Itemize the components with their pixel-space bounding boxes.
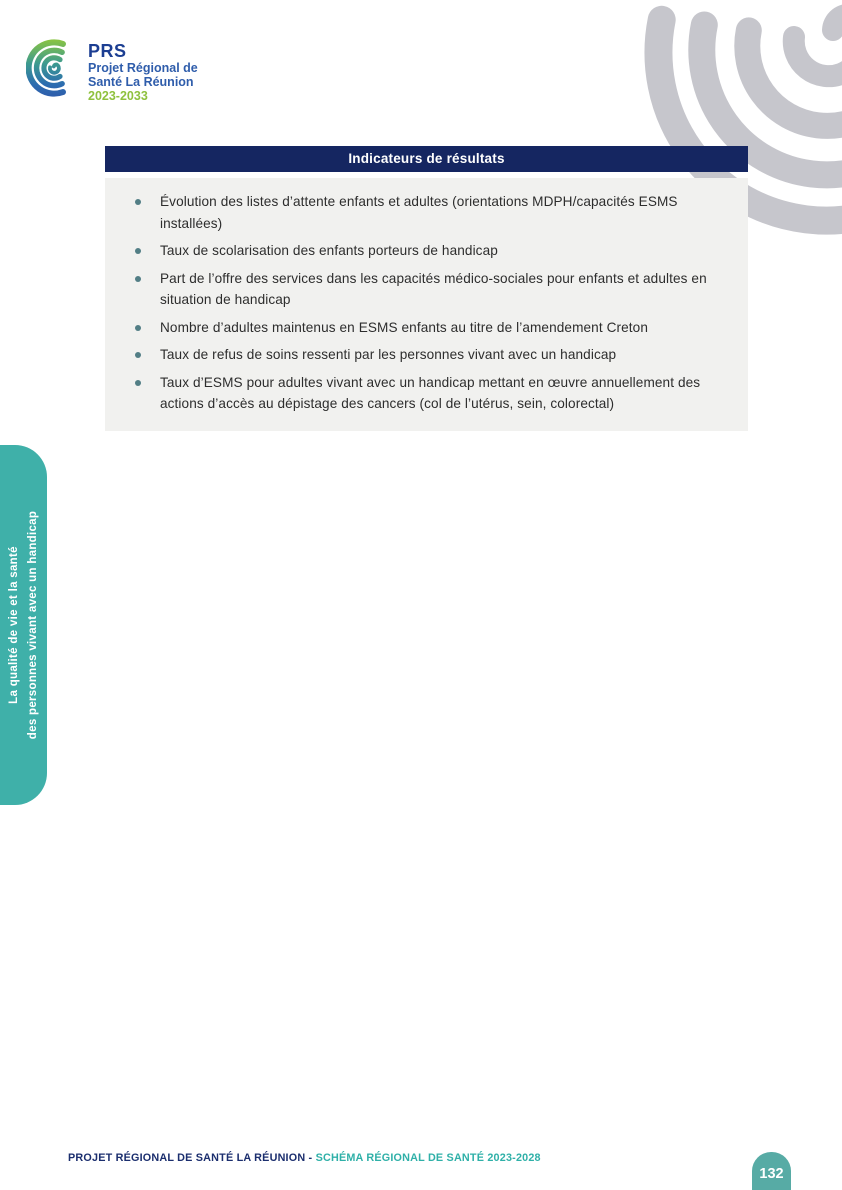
side-tab-line1: La qualité de vie et la santé xyxy=(7,546,20,704)
prs-logo-text xyxy=(88,30,198,106)
section-header-bar xyxy=(105,146,748,172)
indicators-box xyxy=(105,178,748,431)
bullet-icon xyxy=(135,248,141,254)
indicator-text: Taux d’ESMS pour adultes vivant avec un handicap mettant en œuvre annuellement des actions d’accès au dépistage des cancers (col de l’utérus, sein, colorectal) xyxy=(160,374,701,411)
bullet-icon xyxy=(135,199,141,205)
page-number: 132 xyxy=(759,1166,784,1182)
indicator-item xyxy=(127,317,728,339)
section-title: Indicateurs de résultats xyxy=(348,151,505,166)
side-tab-line2: des personnes vivant avec un handicap xyxy=(26,510,39,740)
indicators-list xyxy=(127,191,728,415)
page-footer xyxy=(68,1152,541,1164)
indicator-item xyxy=(127,372,728,415)
footer-schema-title: SCHÉMA RÉGIONAL DE SANTÉ 2023-2028 xyxy=(315,1152,541,1164)
indicator-text: Taux de refus de soins ressenti par les personnes vivant avec un handicap xyxy=(160,347,617,362)
bullet-icon xyxy=(135,276,141,282)
bullet-icon xyxy=(135,325,141,331)
bullet-icon xyxy=(135,352,141,358)
chapter-side-tab xyxy=(0,445,47,805)
prs-logo xyxy=(26,30,198,106)
indicator-text: Évolution des listes d’attente enfants et adultes (orientations MDPH/capacités ESMS installées) xyxy=(160,194,678,231)
logo-years: 2023-2033 xyxy=(88,89,148,104)
indicator-item xyxy=(127,268,728,311)
bullet-icon xyxy=(135,380,141,386)
logo-acronym: PRS xyxy=(88,41,127,61)
page-number-badge xyxy=(752,1152,791,1190)
indicator-item xyxy=(127,344,728,366)
indicator-text: Part de l’offre des services dans les capacités médico-sociales pour enfants et adultes en situation de handicap xyxy=(160,270,707,307)
prs-arcs-icon xyxy=(26,30,90,106)
indicator-item xyxy=(127,191,728,234)
logo-name-line2: Santé La Réunion xyxy=(88,75,194,90)
logo-name-line1: Projet Régional de xyxy=(88,61,198,76)
chapter-side-tab-text xyxy=(5,511,43,739)
indicator-text: Nombre d’adultes maintenus en ESMS enfants au titre de l’amendement Creton xyxy=(160,319,648,335)
indicator-item xyxy=(127,240,728,262)
indicator-text: Taux de scolarisation des enfants porteurs de handicap xyxy=(160,243,498,258)
footer-document-title: PROJET RÉGIONAL DE SANTÉ LA RÉUNION - xyxy=(68,1152,316,1164)
